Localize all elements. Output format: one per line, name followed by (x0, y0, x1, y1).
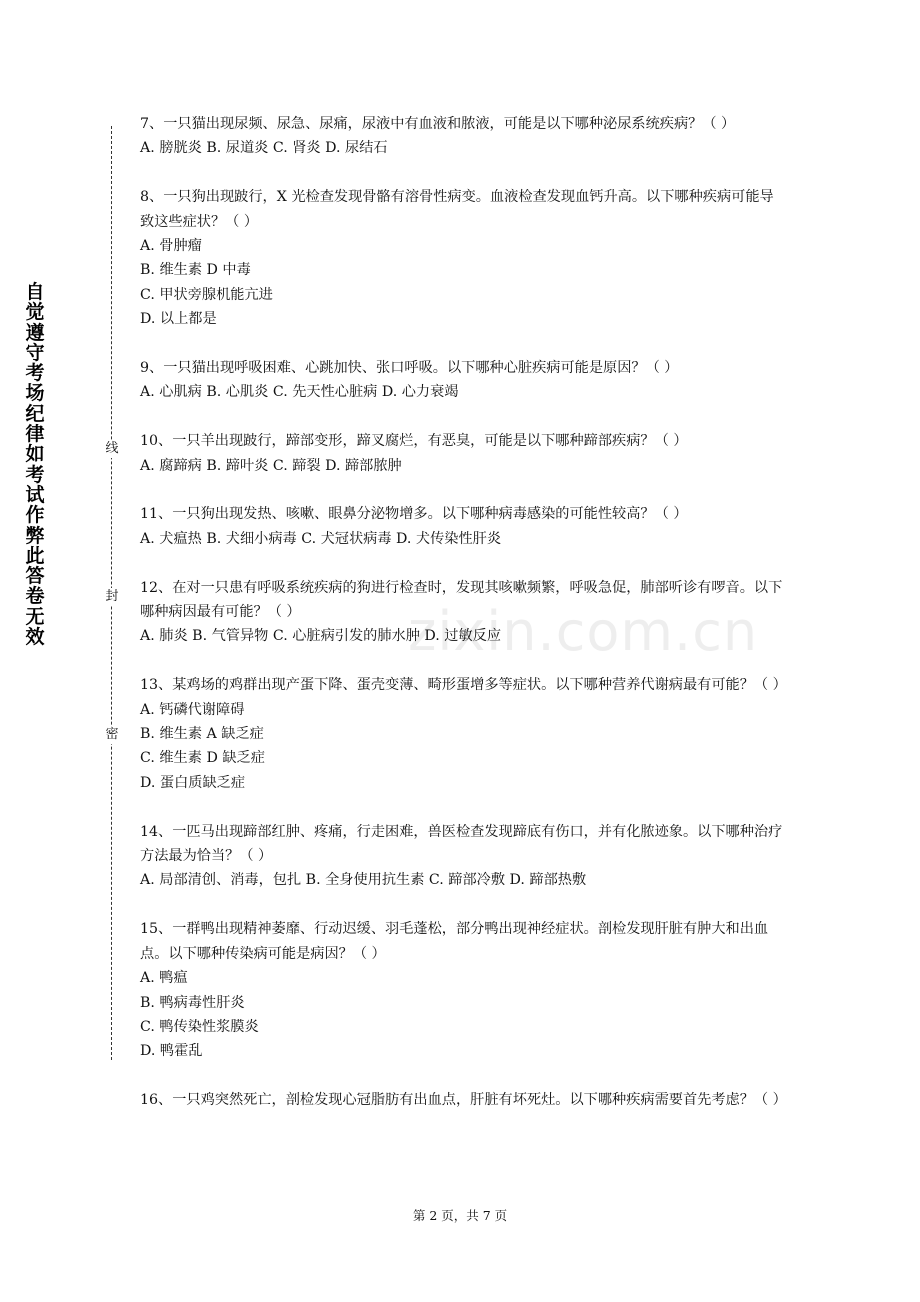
question-option: C. 甲状旁腺机能亢进 (140, 286, 273, 303)
question-option: D. 鸭霍乱 (140, 1043, 203, 1060)
question-stem: 13、某鸡场的鸡群出现产蛋下降、蛋壳变薄、畸形蛋增多等症状。以下哪种营养代谢病最有可能？（ ） (140, 677, 787, 694)
question-option: B. 鸭病毒性肝炎 (140, 994, 245, 1011)
question-option: C. 维生素 D 缺乏症 (140, 750, 265, 767)
question-item (140, 185, 785, 331)
question-item (140, 429, 785, 478)
question-options: A. 犬瘟热 B. 犬细小病毒 C. 犬冠状病毒 D. 犬传染性肝炎 (140, 530, 502, 547)
question-stem: 12、在对一只患有呼吸系统疾病的狗进行检查时，发现其咳嗽频繁，呼吸急促，肺部听诊有啰音。以下哪种病因最有可能？（ ） (140, 579, 783, 621)
question-item (140, 356, 785, 405)
question-stem: 15、一群鸭出现精神萎靡、行动迟缓、羽毛蓬松，部分鸭出现神经症状。剖检发现肝脏有肿大和出血点。以下哪种传染病可能是病因？（ ） (140, 921, 769, 962)
question-item (140, 112, 785, 161)
binding-label-secret: 密 (103, 726, 121, 744)
question-option: A. 骨肿瘤 (140, 238, 202, 255)
question-item (140, 576, 785, 649)
question-option: B. 维生素 A 缺乏症 (140, 726, 264, 743)
question-list (140, 112, 785, 1137)
question-option: A. 鸭瘟 (140, 970, 188, 987)
question-options: A. 局部清创、消毒，包扎 B. 全身使用抗生素 C. 蹄部冷敷 D. 蹄部热敷 (140, 872, 587, 889)
question-stem: 10、一只羊出现跛行，蹄部变形，蹄叉腐烂，有恶臭，可能是以下哪种蹄部疾病？（ ） (140, 433, 688, 450)
question-stem: 9、一只猫出现呼吸困难、心跳加快、张口呼吸。以下哪种心脏疾病可能是原因？（ ） (140, 360, 679, 377)
question-options: A. 膀胱炎 B. 尿道炎 C. 肾炎 D. 尿结石 (140, 140, 388, 157)
exam-discipline-notice: 自觉遵守考场纪律如考试作弊此答卷无效 (25, 281, 45, 649)
binding-label-line: 线 (103, 440, 121, 458)
question-stem: 7、一只猫出现尿频、尿急、尿痛，尿液中有血液和脓液，可能是以下哪种泌尿系统疾病？（ ） (140, 116, 736, 132)
watermark: zixin.com.cn (408, 600, 759, 663)
question-item (140, 917, 785, 1063)
question-option: C. 鸭传染性浆膜炎 (140, 1018, 259, 1035)
question-options: A. 肺炎 B. 气管异物 C. 心脏病引发的肺水肿 D. 过敏反应 (140, 628, 502, 645)
question-option: A. 钙磷代谢障碍 (140, 701, 245, 718)
question-item (140, 820, 785, 893)
page-footer: 第 2 页，共 7 页 (412, 1208, 508, 1223)
question-options: A. 心肌病 B. 心肌炎 C. 先天性心脏病 D. 心力衰竭 (140, 384, 459, 401)
question-option: B. 维生素 D 中毒 (140, 262, 251, 279)
question-item (140, 1088, 785, 1112)
question-stem: 14、一匹马出现蹄部红肿、疼痛，行走困难，兽医检查发现蹄底有伤口，并有化脓迹象。以下哪种治疗方法最为恰当？（ ） (140, 823, 783, 865)
question-item (140, 673, 785, 795)
question-option: D. 以上都是 (140, 311, 217, 328)
question-stem: 8、一只狗出现跛行，X 光检查发现骨骼有溶骨性病变。血液检查发现血钙升高。以下哪种疾病可能导致这些症状？（ ） (140, 189, 774, 230)
binding-label-seal: 封 (103, 588, 121, 606)
question-stem: 16、一只鸡突然死亡，剖检发现心冠脂肪有出血点，肝脏有坏死灶。以下哪种疾病需要首先考虑？（ ） (140, 1092, 787, 1109)
question-option: D. 蛋白质缺乏症 (140, 774, 246, 791)
question-options: A. 腐蹄病 B. 蹄叶炎 C. 蹄裂 D. 蹄部脓肿 (140, 457, 402, 474)
question-item (140, 502, 785, 551)
question-stem: 11、一只狗出现发热、咳嗽、眼鼻分泌物增多。以下哪种病毒感染的可能性较高？（ ） (140, 506, 688, 523)
